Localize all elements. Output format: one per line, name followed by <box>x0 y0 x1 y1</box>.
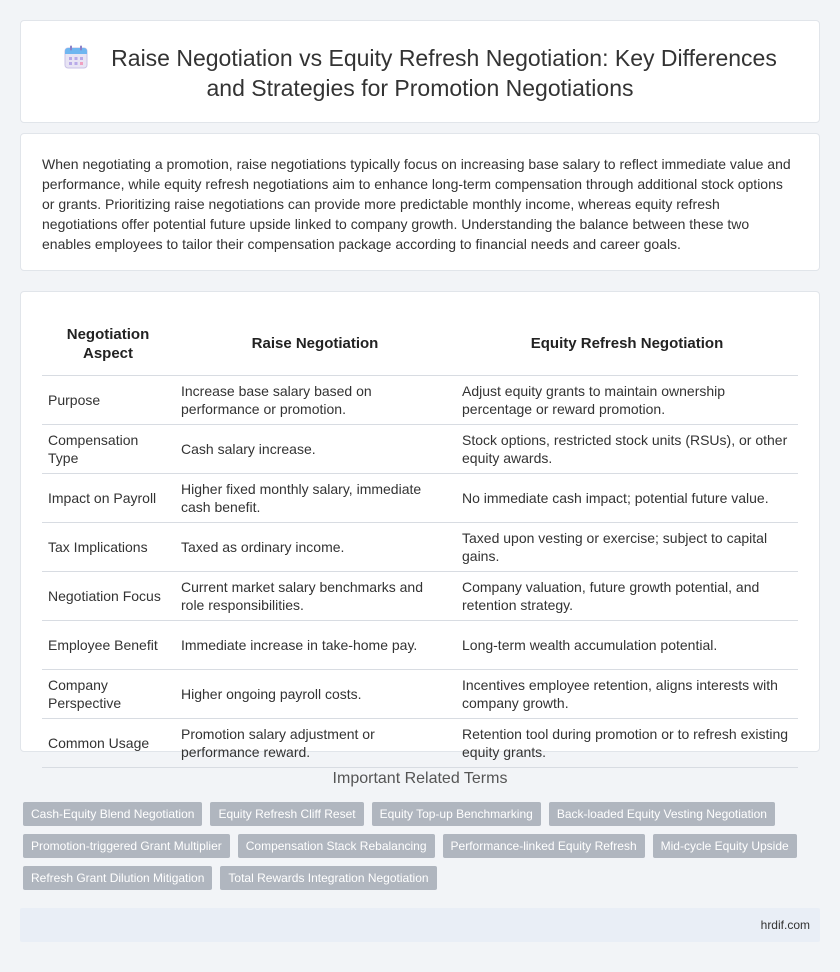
cell-raise: Immediate increase in take-home pay. <box>175 621 455 670</box>
cell-aspect: Impact on Payroll <box>42 474 174 523</box>
cell-raise: Taxed as ordinary income. <box>175 523 455 572</box>
header-inner <box>51 43 789 103</box>
cell-aspect: Compensation Type <box>42 425 174 474</box>
comparison-table-card <box>20 291 820 760</box>
comparison-table <box>42 312 798 768</box>
cell-raise: Increase base salary based on performance or promotion. <box>175 376 455 425</box>
cell-aspect: Purpose <box>42 376 174 425</box>
cell-aspect: Company Perspective <box>42 670 174 719</box>
cell-equity: Company valuation, future growth potential, and retention strategy. <box>456 572 798 621</box>
related-term-chip[interactable]: Equity Top-up Benchmarking <box>372 802 541 826</box>
related-term-chip[interactable]: Equity Refresh Cliff Reset <box>210 802 363 826</box>
cell-aspect: Employee Benefit <box>42 621 174 670</box>
cell-raise: Higher ongoing payroll costs. <box>175 670 455 719</box>
page-title-text: Raise Negotiation vs Equity Refresh Negotiation: Key Differences and Strategies for Promotion Negotiations <box>111 45 777 101</box>
table-header-row <box>42 312 798 376</box>
cell-raise: Promotion salary adjustment or performance reward. <box>175 719 455 768</box>
footer <box>20 908 820 942</box>
intro-paragraph: When negotiating a promotion, raise negotiations typically focus on increasing base salary to reflect immediate value and performance, while equity refresh negotiations aim to enhance long-term compensation through additional stock options or grants. Prioritizing raise negotiations can provide more predictable monthly income, whereas equity refresh negotiations offer potential future upside linked to company growth. Understanding the balance between these two enables employees to tailor their compensation package according to financial needs and career goals. <box>42 156 791 252</box>
table-row <box>42 376 798 425</box>
table-row <box>42 670 798 719</box>
footer-site[interactable]: hrdif.com <box>760 918 810 932</box>
cell-raise: Current market salary benchmarks and role responsibilities. <box>175 572 455 621</box>
related-terms-section <box>20 770 820 890</box>
related-term-chip[interactable]: Total Rewards Integration Negotiation <box>220 866 436 890</box>
header-card <box>20 20 820 123</box>
table-row <box>42 572 798 621</box>
table-row <box>42 719 798 768</box>
calendar-icon <box>63 44 89 70</box>
cell-raise: Cash salary increase. <box>175 425 455 474</box>
cell-equity: Incentives employee retention, aligns interests with company growth. <box>456 670 798 719</box>
page-title <box>51 43 789 103</box>
related-terms-title: Important Related Terms <box>332 770 508 787</box>
related-terms-list <box>20 802 820 890</box>
table-row <box>42 621 798 670</box>
cell-aspect: Common Usage <box>42 719 174 768</box>
table-row <box>42 523 798 572</box>
header-aspect: Negotiation Aspect <box>42 312 174 376</box>
cell-equity: Taxed upon vesting or exercise; subject to capital gains. <box>456 523 798 572</box>
cell-raise: Higher fixed monthly salary, immediate cash benefit. <box>175 474 455 523</box>
related-term-chip[interactable]: Compensation Stack Rebalancing <box>238 834 435 858</box>
header-equity: Equity Refresh Negotiation <box>456 312 798 376</box>
cell-equity: No immediate cash impact; potential future value. <box>456 474 798 523</box>
related-term-chip[interactable]: Back-loaded Equity Vesting Negotiation <box>549 802 775 826</box>
cell-equity: Adjust equity grants to maintain ownership percentage or reward promotion. <box>456 376 798 425</box>
related-term-chip[interactable]: Performance-linked Equity Refresh <box>443 834 645 858</box>
related-term-chip[interactable]: Refresh Grant Dilution Mitigation <box>23 866 212 890</box>
cell-equity: Long-term wealth accumulation potential. <box>456 621 798 670</box>
table-body <box>42 376 798 768</box>
cell-equity: Retention tool during promotion or to refresh existing equity grants. <box>456 719 798 768</box>
related-term-chip[interactable]: Mid-cycle Equity Upside <box>653 834 797 858</box>
cell-aspect: Tax Implications <box>42 523 174 572</box>
table-row <box>42 474 798 523</box>
related-term-chip[interactable]: Cash-Equity Blend Negotiation <box>23 802 202 826</box>
header-raise: Raise Negotiation <box>175 312 455 376</box>
table-row <box>42 425 798 474</box>
cell-aspect: Negotiation Focus <box>42 572 174 621</box>
related-term-chip[interactable]: Promotion-triggered Grant Multiplier <box>23 834 230 858</box>
cell-equity: Stock options, restricted stock units (RSUs), or other equity awards. <box>456 425 798 474</box>
intro-card <box>20 133 820 271</box>
